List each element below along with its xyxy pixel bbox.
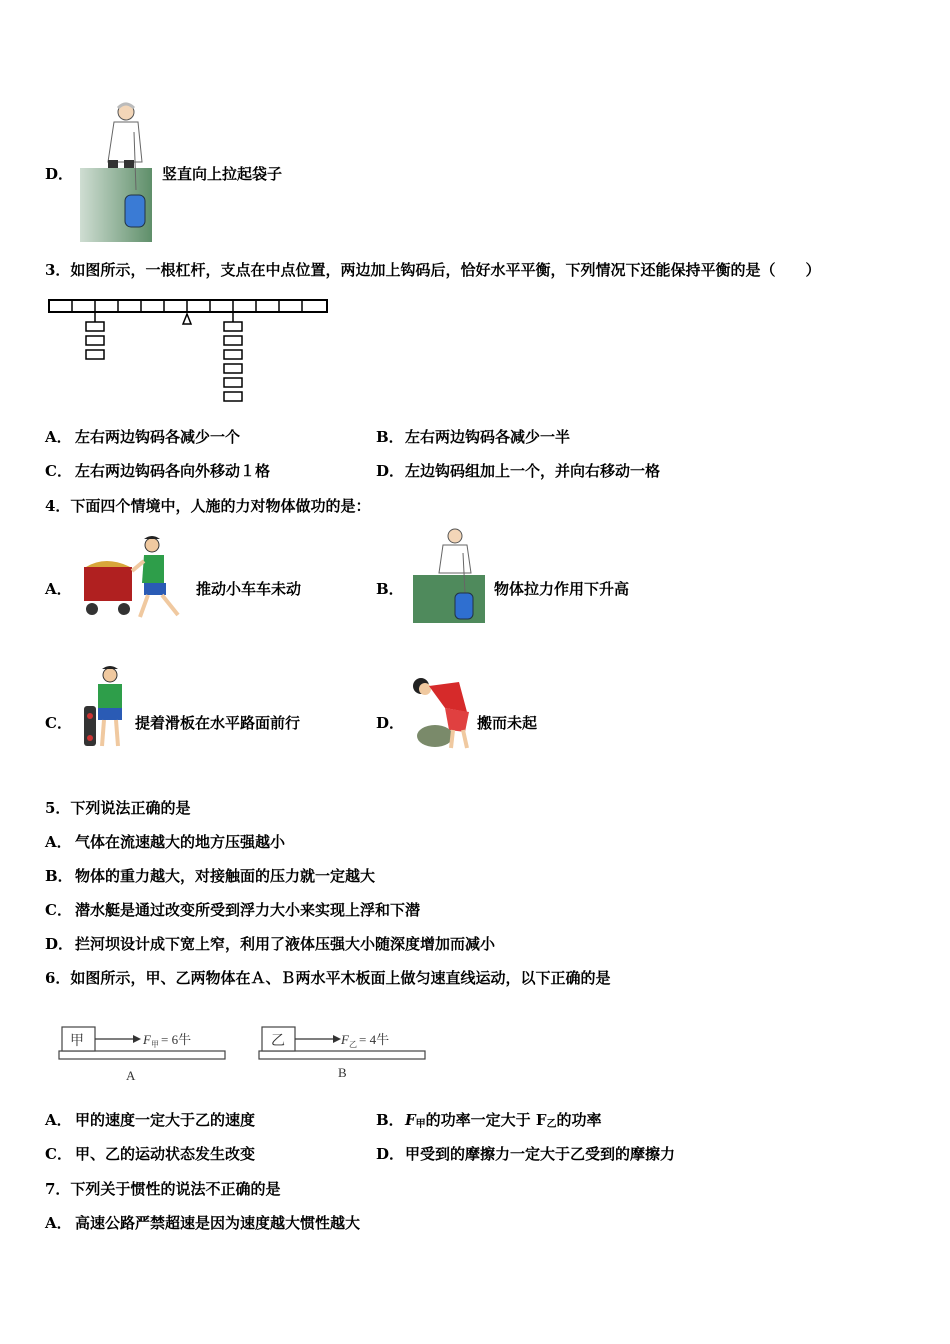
q3-option-b-text: 左右两边钩码各减少一半	[405, 428, 571, 446]
woman-lifting-rock-figure	[405, 672, 475, 752]
q3-option-d-letter: D．	[376, 462, 405, 480]
q4-option-b-letter: B．	[376, 580, 404, 598]
q6-option-d-text: 甲受到的摩擦力一定大于乙受到的摩擦力	[405, 1145, 676, 1163]
right-force-symbol: F	[341, 1032, 349, 1047]
q6-option-a-text: 甲的速度一定大于乙的速度	[75, 1111, 256, 1129]
q2-option-d-letter: D．	[45, 165, 74, 183]
q6-option-c-letter: C．	[45, 1145, 72, 1163]
boy-carrying-skateboard-figure	[80, 666, 136, 752]
block-motion-figure	[55, 1020, 435, 1086]
q4-option-b-text: 物体拉力作用下升高	[494, 580, 630, 598]
right-block-label: 乙	[271, 1034, 285, 1049]
q3-option-b-letter: B．	[376, 428, 404, 446]
q4-stem: 4．下面四个情境中，人施的力对物体做功的是：	[45, 497, 371, 515]
lever-figure	[45, 292, 335, 414]
q6-option-c-text: 甲、乙的运动状态发生改变	[75, 1145, 256, 1163]
q4-option-d-letter: D．	[376, 714, 405, 732]
q4-option-c-letter: C．	[45, 714, 72, 732]
q5-option-a-letter: A．	[45, 833, 72, 851]
q5-option-b-letter: B．	[45, 867, 73, 885]
right-force-subscript: 乙	[349, 1040, 357, 1049]
q3-option-c-letter: C．	[45, 462, 72, 480]
board-b-label: B	[338, 1065, 347, 1080]
scientist-lifting-bag-small-figure	[411, 527, 489, 625]
q5-option-b-text: 物体的重力越大，对接触面的压力就一定越大	[75, 867, 376, 885]
left-force-symbol: F	[143, 1032, 151, 1047]
q3-option-d-text: 左边钩码组加上一个，并向右移动一格	[405, 462, 661, 480]
q3-option-c-text: 左右两边钩码各向外移动１格	[75, 462, 271, 480]
q5-stem: 5．下列说法正确的是	[45, 799, 191, 817]
left-force-value: = 6牛	[161, 1032, 192, 1047]
q5-option-d-letter: D．	[45, 935, 74, 953]
q4-option-d-text: 搬而未起	[477, 714, 538, 732]
q3-option-a-letter: A．	[45, 428, 72, 446]
scientist-lifting-bag-figure	[78, 100, 158, 245]
q3-stem: 3．如图所示，一根杠杆，支点在中点位置，两边加上钩码后，恰好水平平衡，下列情况下还能保持平衡的是（ ）	[45, 261, 821, 279]
q5-option-c-letter: C．	[45, 901, 72, 919]
q4-option-a-text: 推动小车车未动	[196, 580, 302, 598]
q6-option-b-letter: B．	[376, 1111, 404, 1129]
q5-option-d-text: 拦河坝设计成下宽上窄，利用了液体压强大小随深度增加而减小	[75, 935, 496, 953]
q6-option-b-text: $F_甲$的功率一定大于 $F_乙$的功率	[405, 1111, 602, 1130]
q6-stem: 6．如图所示，甲、乙两物体在Ａ、Ｂ两水平木板面上做匀速直线运动，以下正确的是	[45, 969, 611, 987]
q5-option-a-text: 气体在流速越大的地方压强越小	[75, 833, 286, 851]
left-block-label: 甲	[70, 1034, 84, 1049]
q7-stem: 7．下列关于惯性的说法不正确的是	[45, 1180, 281, 1198]
board-a-label: A	[126, 1068, 136, 1083]
boy-pushing-cart-figure	[78, 535, 188, 623]
q7-option-a-letter: A．	[45, 1214, 72, 1232]
q7-option-a-text: 高速公路严禁超速是因为速度越大惯性越大	[75, 1214, 361, 1232]
q3-option-a-text: 左右两边钩码各减少一个	[75, 428, 241, 446]
q6-option-d-letter: D．	[376, 1145, 405, 1163]
right-force-value: = 4牛	[359, 1032, 390, 1047]
q6-option-a-letter: A．	[45, 1111, 72, 1129]
q5-option-c-text: 潜水艇是通过改变所受到浮力大小来实现上浮和下潜	[75, 901, 421, 919]
q4-option-c-text: 提着滑板在水平路面前行	[135, 714, 301, 732]
q2-option-d-text: 竖直向上拉起袋子	[162, 165, 283, 183]
q4-option-a-letter: A．	[45, 580, 72, 598]
left-force-subscript: 甲	[151, 1040, 159, 1049]
